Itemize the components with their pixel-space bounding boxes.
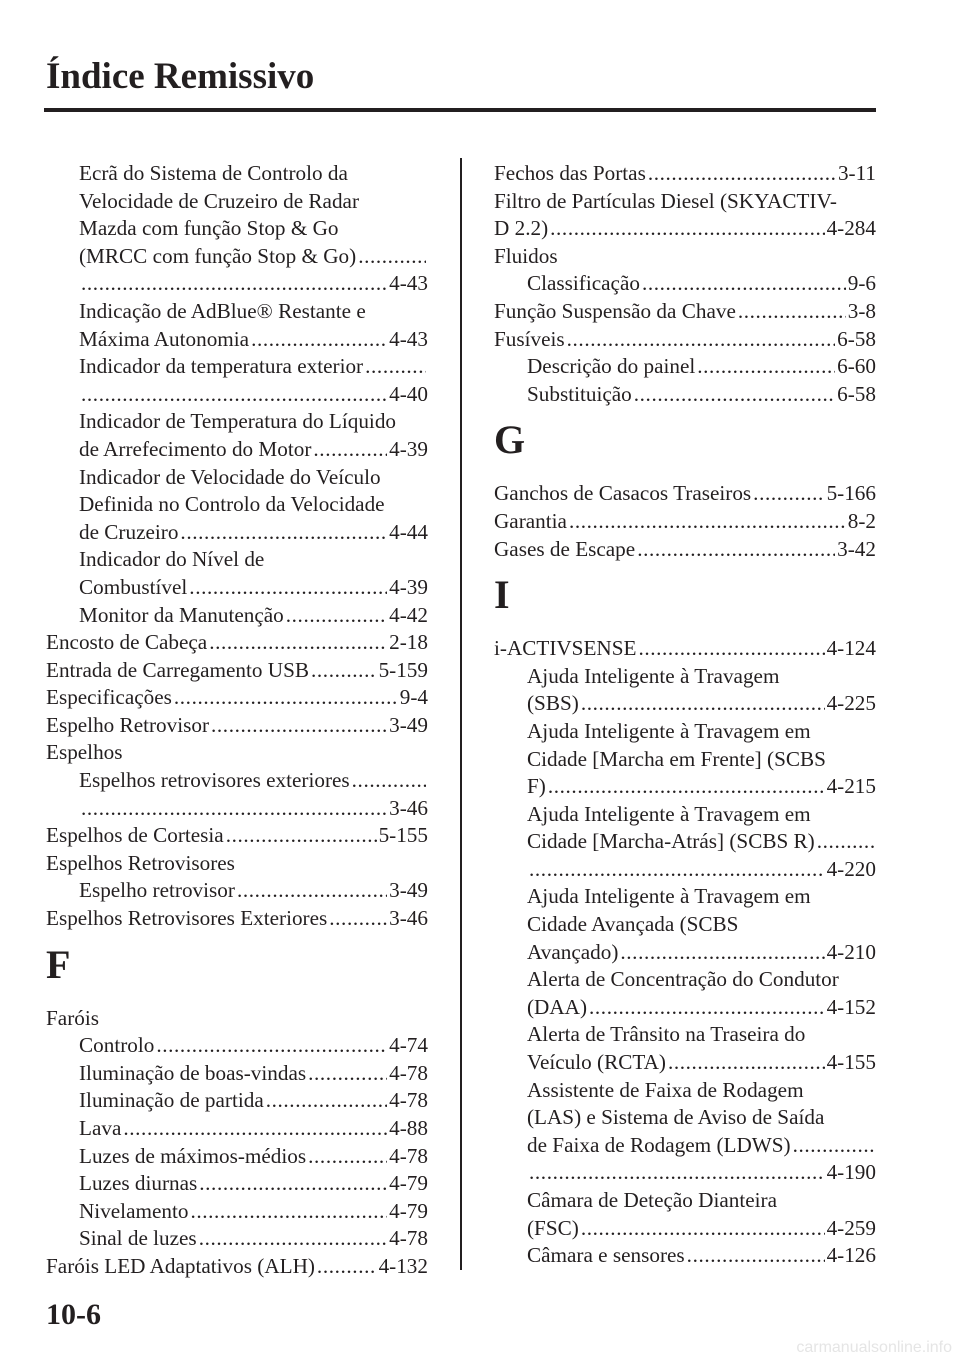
dot-leader xyxy=(569,508,846,536)
index-entry-text: Espelhos Retrovisores xyxy=(46,850,235,875)
dot-leader xyxy=(529,856,825,884)
entry-page-ref: 4-284 xyxy=(826,216,876,241)
entry-label: Espelhos Retrovisores Exteriores xyxy=(46,906,328,931)
index-subentry xyxy=(494,856,876,884)
index-subentry-text: Ajuda Inteligente à Travagem em xyxy=(527,718,811,743)
index-subentry-text: Alerta de Trânsito na Traseira do xyxy=(527,1022,806,1047)
dot-leader xyxy=(738,298,846,326)
entry-page-ref: 6-58 xyxy=(837,381,876,406)
index-subentry xyxy=(494,1132,876,1160)
index-subentry xyxy=(494,1242,876,1270)
index-subentry-text: Indicador de Velocidade do Veículo xyxy=(79,464,381,489)
entry-page-ref: 9-4 xyxy=(399,685,428,710)
index-entry xyxy=(494,480,876,508)
page-title: Índice Remissivo xyxy=(46,56,315,97)
index-subentry xyxy=(494,994,876,1022)
dot-leader xyxy=(687,1242,825,1270)
index-subentry xyxy=(46,1087,428,1115)
entry-label: Espelhos de Cortesia xyxy=(46,823,224,848)
index-entry xyxy=(46,629,428,657)
index-subentry xyxy=(46,353,428,381)
index-subentry-text: Mazda com função Stop & Go xyxy=(79,216,339,241)
index-subentry xyxy=(46,1143,428,1171)
entry-page-ref: 4-155 xyxy=(826,1050,876,1075)
dot-leader xyxy=(81,270,387,298)
entry-page-ref: 4-215 xyxy=(826,774,876,799)
index-subentry-text: Indicação de AdBlue® Restante e xyxy=(79,298,366,323)
index-subentry xyxy=(46,767,428,795)
index-entry xyxy=(46,822,428,850)
index-subentry xyxy=(494,353,876,381)
dot-leader xyxy=(634,381,835,409)
entry-label: Iluminação de partida xyxy=(79,1088,264,1113)
index-subentry-text: Velocidade de Cruzeiro de Radar xyxy=(79,188,360,213)
dot-leader xyxy=(352,767,426,795)
entry-page-ref: 4-220 xyxy=(826,856,876,881)
index-column-right xyxy=(494,160,876,1270)
dot-leader xyxy=(567,326,836,354)
dot-leader xyxy=(199,1170,387,1198)
entry-label: Substituição xyxy=(527,381,632,406)
index-subentry xyxy=(494,1215,876,1243)
dot-leader xyxy=(209,629,387,657)
dot-leader xyxy=(817,828,874,856)
entry-page-ref: 6-60 xyxy=(837,354,876,379)
entry-page-ref: 8-2 xyxy=(847,508,876,533)
dot-leader xyxy=(211,712,387,740)
entry-label: Função Suspensão da Chave xyxy=(494,298,736,323)
entry-page-ref: 4-40 xyxy=(389,381,428,406)
entry-page-ref: 4-74 xyxy=(389,1033,428,1058)
dot-leader xyxy=(81,381,387,409)
index-subentry xyxy=(46,1032,428,1060)
entry-label: Iluminação de boas-vindas xyxy=(79,1060,307,1085)
dot-leader xyxy=(189,574,387,602)
entry-label: Combustível xyxy=(79,574,188,599)
index-entry xyxy=(494,508,876,536)
dot-leader xyxy=(329,905,387,933)
index-subentry xyxy=(494,1049,876,1077)
index-subentry xyxy=(46,1225,428,1253)
index-subentry xyxy=(494,690,876,718)
index-subentry xyxy=(494,773,876,801)
entry-label: Câmara e sensores xyxy=(527,1243,685,1268)
entry-label: Monitor da Manutenção xyxy=(79,602,284,627)
entry-page-ref: 3-11 xyxy=(837,161,876,185)
index-entry xyxy=(494,635,876,663)
entry-page-ref: 4-259 xyxy=(826,1215,876,1240)
index-entry xyxy=(46,1253,428,1281)
entry-page-ref: 5-155 xyxy=(378,823,428,848)
title-rule xyxy=(44,108,876,112)
entry-label: Entrada de Carregamento USB xyxy=(46,657,309,682)
entry-page-ref: 4-190 xyxy=(826,1160,876,1185)
entry-label: de Faixa de Rodagem (LDWS) xyxy=(527,1132,791,1157)
dot-leader xyxy=(123,1115,387,1143)
index-entry xyxy=(494,215,876,243)
index-entry-text: Espelhos xyxy=(46,740,123,765)
entry-page-ref: 3-8 xyxy=(847,298,876,323)
dot-leader xyxy=(648,160,836,188)
index-entry-text: Filtro de Partículas Diesel (SKYACTIV- xyxy=(494,188,837,213)
entry-label: Encosto de Cabeça xyxy=(46,630,208,655)
entry-page-ref: 4-225 xyxy=(826,691,876,716)
index-subentry-text: (LAS) e Sistema de Aviso de Saída xyxy=(527,1105,825,1130)
index-subentry xyxy=(46,1060,428,1088)
watermark: carmanualsonline.info xyxy=(796,1339,952,1356)
entry-page-ref: 4-78 xyxy=(389,1143,428,1168)
entry-label: F) xyxy=(527,774,546,799)
dot-leader xyxy=(550,215,824,243)
index-subentry-text: Ajuda Inteligente à Travagem em xyxy=(527,884,811,909)
entry-label: de Arrefecimento do Motor xyxy=(79,436,312,461)
entry-label: Lava xyxy=(79,1116,122,1140)
dot-leader xyxy=(190,1198,387,1226)
entry-label: Cidade [Marcha-Atrás] (SCBS R) xyxy=(527,829,815,854)
index-subentry xyxy=(46,877,428,905)
entry-label: Máxima Autonomia xyxy=(79,326,250,351)
dot-leader xyxy=(237,877,387,905)
index-subentry xyxy=(46,436,428,464)
dot-leader xyxy=(697,353,835,381)
index-subentry xyxy=(46,1115,428,1143)
entry-page-ref: 4-124 xyxy=(826,636,876,661)
index-subentry xyxy=(46,381,428,409)
index-subentry-text: Cidade Avançada (SCBS xyxy=(527,912,739,937)
entry-label: Controlo xyxy=(79,1033,155,1058)
entry-label: Classificação xyxy=(527,271,640,296)
entry-page-ref: 4-43 xyxy=(389,271,428,296)
dot-leader xyxy=(308,1143,387,1171)
index-subentry xyxy=(494,381,876,409)
dot-leader xyxy=(365,353,426,381)
dot-leader xyxy=(311,657,377,685)
entry-page-ref: 4-43 xyxy=(389,326,428,351)
index-subentry xyxy=(46,602,428,630)
entry-label: Ganchos de Casacos Traseiros xyxy=(494,481,752,506)
entry-page-ref: 4-42 xyxy=(389,602,428,627)
entry-page-ref: 4-79 xyxy=(389,1171,428,1196)
dot-leader xyxy=(313,436,387,464)
entry-page-ref: 4-44 xyxy=(389,519,428,544)
entry-page-ref: 4-88 xyxy=(389,1116,428,1140)
section-letter: G xyxy=(494,417,526,463)
entry-label: i-ACTIVSENSE xyxy=(494,636,637,661)
entry-page-ref: 5-159 xyxy=(378,657,428,682)
entry-page-ref: 2-18 xyxy=(389,630,428,655)
index-entry xyxy=(46,905,428,933)
dot-leader xyxy=(793,1132,874,1160)
dot-leader xyxy=(286,602,387,630)
index-subentry xyxy=(46,795,428,823)
dot-leader xyxy=(308,1060,387,1088)
dot-leader xyxy=(638,635,824,663)
entry-page-ref: 4-78 xyxy=(389,1226,428,1251)
entry-page-ref: 4-126 xyxy=(826,1243,876,1268)
dot-leader xyxy=(642,270,846,298)
index-subentry xyxy=(46,243,428,271)
section-letter: F xyxy=(46,941,71,987)
section-letter: I xyxy=(494,572,510,618)
dot-leader xyxy=(529,1159,825,1187)
index-subentry-text: Indicador de Temperatura do Líquido xyxy=(79,409,397,434)
entry-page-ref: 4-132 xyxy=(378,1253,428,1278)
index-entry xyxy=(46,657,428,685)
index-entry xyxy=(494,536,876,564)
dot-leader xyxy=(620,939,824,967)
entry-page-ref: 3-42 xyxy=(837,536,876,561)
entry-label: Espelho Retrovisor xyxy=(46,712,210,737)
index-entry-text: Fluidos xyxy=(494,243,558,268)
entry-page-ref: 3-49 xyxy=(389,878,428,903)
entry-label: Gases de Escape xyxy=(494,536,636,561)
entry-page-ref: 3-49 xyxy=(389,712,428,737)
dot-leader xyxy=(581,1215,825,1243)
entry-label: Especificações xyxy=(46,685,172,710)
index-subentry xyxy=(46,519,428,547)
entry-label: Espelhos retrovisores exteriores xyxy=(79,768,350,793)
entry-page-ref: 4-210 xyxy=(826,939,876,964)
dot-leader xyxy=(637,536,835,564)
entry-label: Avançado) xyxy=(527,939,619,964)
entry-page-ref: 3-46 xyxy=(389,795,428,820)
entry-label: (MRCC com função Stop & Go) xyxy=(79,243,357,268)
entry-page-ref: 4-39 xyxy=(389,574,428,599)
index-subentry xyxy=(46,1198,428,1226)
index-subentry xyxy=(494,828,876,856)
index-entry-text: Faróis xyxy=(46,1005,99,1030)
entry-label: Espelho retrovisor xyxy=(79,878,235,903)
entry-page-ref: 9-6 xyxy=(847,271,876,296)
dot-leader xyxy=(581,690,825,718)
dot-leader xyxy=(753,480,824,508)
dot-leader xyxy=(180,519,387,547)
dot-leader xyxy=(199,1225,387,1253)
index-subentry xyxy=(46,270,428,298)
index-subentry xyxy=(46,1170,428,1198)
column-divider xyxy=(460,158,462,1270)
entry-page-ref: 4-79 xyxy=(389,1198,428,1223)
entry-label: Luzes de máximos-médios xyxy=(79,1143,307,1168)
index-column-left xyxy=(46,160,428,1281)
index-subentry-text: Alerta de Concentração do Condutor xyxy=(527,967,839,992)
index-subentry xyxy=(46,326,428,354)
index-subentry-text: Ecrã do Sistema de Controlo da xyxy=(79,161,348,185)
dot-leader xyxy=(668,1049,825,1077)
dot-leader xyxy=(548,773,825,801)
entry-page-ref: 3-46 xyxy=(389,906,428,931)
index-subentry xyxy=(494,1159,876,1187)
index-subentry-text: Câmara de Deteção Dianteira xyxy=(527,1188,777,1212)
index-subentry-text: Cidade [Marcha em Frente] (SCBS xyxy=(527,746,826,771)
index-subentry xyxy=(494,939,876,967)
index-subentry-text: Definida no Controlo da Velocidade xyxy=(79,492,385,517)
entry-label: (DAA) xyxy=(527,994,588,1019)
index-subentry-text: Assistente de Faixa de Rodagem xyxy=(527,1077,804,1102)
entry-page-ref: 6-58 xyxy=(837,326,876,351)
entry-label: Fusíveis xyxy=(494,326,565,351)
index-subentry-text: Indicador do Nível de xyxy=(79,547,265,572)
entry-page-ref: 4-39 xyxy=(389,436,428,461)
index-entry xyxy=(494,160,876,188)
entry-page-ref: 4-78 xyxy=(389,1060,428,1085)
entry-label: Luzes diurnas xyxy=(79,1171,198,1196)
index-subentry-text: Ajuda Inteligente à Travagem xyxy=(527,663,780,688)
entry-label: (FSC) xyxy=(527,1215,579,1240)
entry-label: Sinal de luzes xyxy=(79,1226,197,1251)
entry-label: Fechos das Portas xyxy=(494,161,646,185)
dot-leader xyxy=(156,1032,387,1060)
entry-page-ref: 5-166 xyxy=(826,481,876,506)
entry-label: de Cruzeiro xyxy=(79,519,179,544)
index-entry xyxy=(494,298,876,326)
dot-leader xyxy=(251,326,387,354)
entry-label: Descrição do painel xyxy=(527,354,696,379)
dot-leader xyxy=(174,684,398,712)
dot-leader xyxy=(589,994,825,1022)
dot-leader xyxy=(81,795,387,823)
entry-label: Veículo (RCTA) xyxy=(527,1050,666,1075)
entry-label: Indicador da temperatura exterior xyxy=(79,354,364,379)
index-subentry xyxy=(494,270,876,298)
entry-label: Nivelamento xyxy=(79,1198,189,1223)
index-entry xyxy=(494,326,876,354)
index-subentry-text: Ajuda Inteligente à Travagem em xyxy=(527,801,811,826)
dot-leader xyxy=(266,1087,387,1115)
entry-label: Garantia xyxy=(494,508,567,533)
dot-leader xyxy=(358,243,426,271)
dot-leader xyxy=(226,822,377,850)
entry-label: D 2.2) xyxy=(494,216,549,241)
index-subentry xyxy=(46,574,428,602)
entry-label: Faróis LED Adaptativos (ALH) xyxy=(46,1253,315,1278)
index-entry xyxy=(46,684,428,712)
entry-label: (SBS) xyxy=(527,691,579,716)
page-number: 10-6 xyxy=(46,1298,101,1331)
index-entry xyxy=(46,712,428,740)
entry-page-ref: 4-152 xyxy=(826,994,876,1019)
dot-leader xyxy=(317,1253,377,1281)
entry-page-ref: 4-78 xyxy=(389,1088,428,1113)
